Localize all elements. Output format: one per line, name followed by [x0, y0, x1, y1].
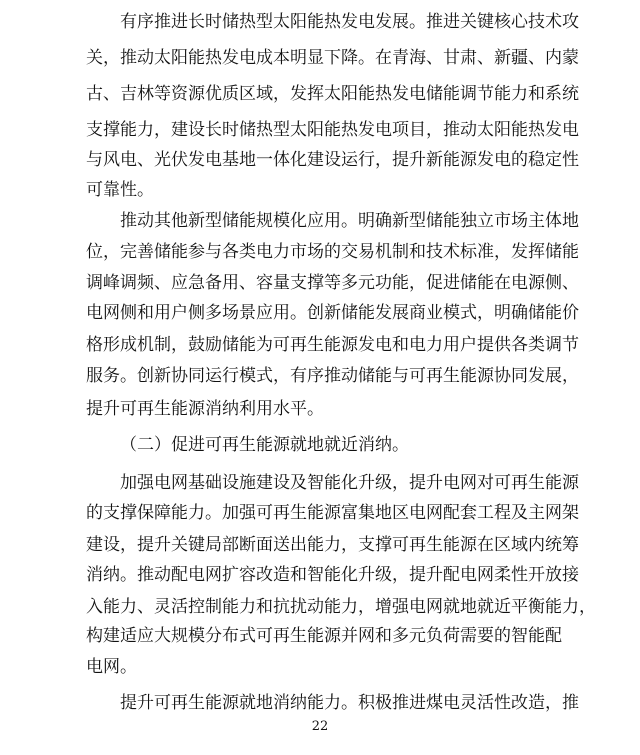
paragraph-line: 的支撑保障能力。加强可再生能源富集地区电网配套工程及主网架 — [86, 503, 579, 523]
section-heading: （二）促进可再生能源就地就近消纳。 — [120, 435, 409, 455]
paragraph-line: 位，完善储能参与各类电力市场的交易机制和技术标准，发挥储能 — [86, 242, 579, 262]
paragraph-line: 格形成机制，鼓励储能为可再生能源发电和电力用户提供各类调节 — [86, 335, 579, 355]
paragraph-line: 加强电网基础设施建设及智能化升级，提升电网对可再生能源 — [120, 473, 579, 493]
paragraph-line: 关，推动太阳能热发电成本明显下降。在青海、甘肃、新疆、内蒙 — [86, 48, 579, 68]
page-number: 22 — [311, 719, 329, 734]
paragraph-line: 电网侧和用户侧多场景应用。创新储能发展商业模式，明确储能价 — [86, 303, 579, 323]
paragraph-line: 构建适应大规模分布式可再生能源并网和多元负荷需要的智能配 — [86, 626, 562, 646]
paragraph-line: 与风电、光伏发电基地一体化建设运行，提升新能源发电的稳定性 — [86, 150, 579, 170]
paragraph-line: 调峰调频、应急备用、容量支撑等多元功能，促进储能在电源侧、 — [86, 273, 579, 293]
paragraph-line: 可靠性。 — [86, 180, 154, 200]
paragraph-line: 推动其他新型储能规模化应用。明确新型储能独立市场主体地 — [120, 211, 579, 231]
paragraph-line: 古、吉林等资源优质区域，发挥太阳能热发电储能调节能力和系统 — [86, 84, 579, 104]
paragraph-line: 提升可再生能源就地消纳能力。积极推进煤电灵活性改造，推 — [120, 693, 579, 713]
paragraph-line: 服务。创新协同运行模式，有序推动储能与可再生能源协同发展， — [86, 366, 579, 386]
paragraph-line: 入能力、灵活控制能力和抗扰动能力，增强电网就地就近平衡能力， — [86, 597, 596, 617]
paragraph-line: 提升可再生能源消纳利用水平。 — [86, 399, 324, 419]
paragraph-line: 支撑能力，建设长时储热型太阳能热发电项目，推动太阳能热发电 — [86, 120, 579, 140]
paragraph-line: 电网。 — [86, 657, 137, 677]
paragraph-line: 消纳。推动配电网扩容改造和智能化升级，提升配电网柔性开放接 — [86, 565, 579, 585]
paragraph-line: 有序推进长时储热型太阳能热发电发展。推进关键核心技术攻 — [120, 12, 579, 32]
paragraph-line: 建设，提升关键局部断面送出能力，支撑可再生能源在区域内统筹 — [86, 535, 579, 555]
